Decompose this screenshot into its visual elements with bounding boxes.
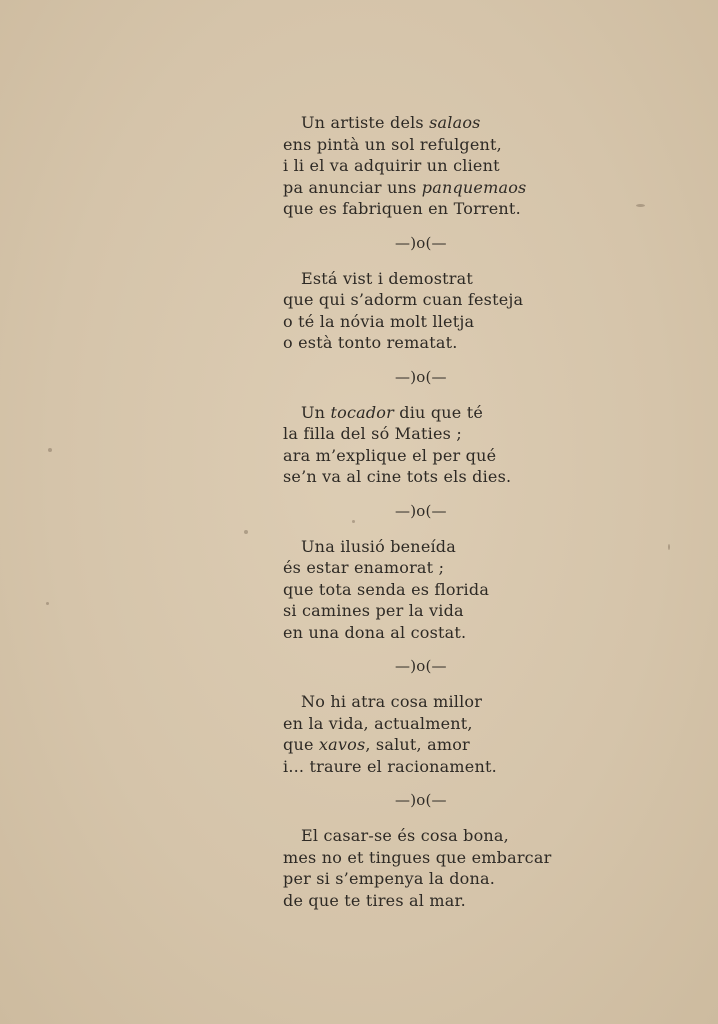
line-text: diu que té	[393, 402, 484, 422]
poem-line	[283, 691, 583, 713]
poem-line	[283, 825, 583, 847]
italic-word: tocador	[330, 402, 394, 422]
stanza	[283, 112, 583, 220]
poem-line	[283, 198, 583, 220]
poem-line	[283, 600, 583, 622]
line-text: Está vist i demostrat	[301, 268, 474, 288]
poem-line	[283, 155, 583, 177]
stanza	[283, 691, 583, 777]
line-text: és estar enamorat ;	[283, 558, 445, 577]
line-text: Un	[301, 402, 331, 422]
poem-line	[283, 112, 583, 134]
poem-line	[283, 177, 583, 199]
line-text: pa anunciar uns	[283, 177, 422, 197]
paper-speck	[244, 530, 248, 534]
poem-line	[283, 289, 583, 311]
poem-line	[283, 466, 583, 488]
poem-line	[283, 134, 583, 156]
poem-line	[283, 847, 583, 869]
stanza	[283, 402, 583, 488]
italic-word: xavos	[318, 735, 366, 754]
stanza-separator: —)o(—	[395, 501, 447, 520]
line-text: en una dona al costat.	[283, 622, 467, 642]
line-text: , salut, amor	[365, 735, 470, 754]
poem-line	[283, 445, 583, 467]
line-text: per si s’empenya la dona.	[283, 869, 496, 888]
poem-line	[283, 557, 583, 579]
poem	[283, 112, 583, 911]
line-text: i li el va adquirir un client	[283, 156, 500, 175]
paper-speck	[48, 448, 52, 452]
poem-line	[283, 536, 583, 558]
line-text: El casar-se és cosa bona,	[301, 826, 509, 845]
stanza	[283, 825, 583, 911]
line-text: que	[283, 735, 319, 754]
line-text: si camines per la vida	[283, 601, 464, 620]
poem-line	[283, 268, 583, 290]
line-text: se’n va al cine tots els dies.	[283, 467, 512, 486]
poem-line	[283, 622, 583, 644]
poem-line	[283, 756, 583, 778]
italic-word: panquemaos	[421, 177, 527, 197]
line-text: la filla del só Maties ;	[283, 424, 462, 443]
paper-speck	[636, 204, 645, 207]
line-text: de que te tires al mar.	[283, 890, 466, 910]
poem-line	[283, 402, 583, 424]
line-text: o té la nóvia molt lletja	[283, 311, 475, 331]
stanza	[283, 268, 583, 354]
line-text: en la vida, actualment,	[283, 713, 473, 733]
line-text: Un artiste dels	[301, 113, 430, 132]
stanza-separator: —)o(—	[395, 791, 447, 809]
poem-line	[283, 713, 583, 735]
poem-line	[283, 311, 583, 333]
poem-line	[283, 423, 583, 445]
line-text: mes no et tingues que embarcar	[283, 847, 552, 867]
line-text: i... traure el racionament.	[283, 756, 497, 776]
poem-line	[283, 890, 583, 912]
line-text: que qui s’adorm cuan festeja	[283, 290, 524, 309]
stanza-separator: —)o(—	[395, 657, 447, 675]
line-text: que tota senda es florida	[283, 579, 490, 599]
line-text: o està tonto rematat.	[283, 333, 458, 352]
stanza-separator: —)o(—	[395, 367, 447, 386]
line-text: Una ilusió beneída	[301, 536, 456, 556]
line-text: ens pintà un sol refulgent,	[283, 134, 502, 154]
poem-line	[283, 734, 583, 756]
paper-speck	[46, 602, 49, 605]
italic-word: salaos	[429, 113, 481, 132]
paper-speck	[668, 544, 670, 550]
poem-line	[283, 868, 583, 890]
line-text: No hi atra cosa millor	[301, 692, 483, 711]
line-text: ara m’explique el per qué	[283, 445, 497, 465]
line-text: que es fabriquen en Torrent.	[283, 199, 521, 218]
stanza	[283, 536, 583, 644]
poem-line	[283, 332, 583, 354]
stanza-separator: —)o(—	[395, 233, 447, 252]
poem-line	[283, 579, 583, 601]
